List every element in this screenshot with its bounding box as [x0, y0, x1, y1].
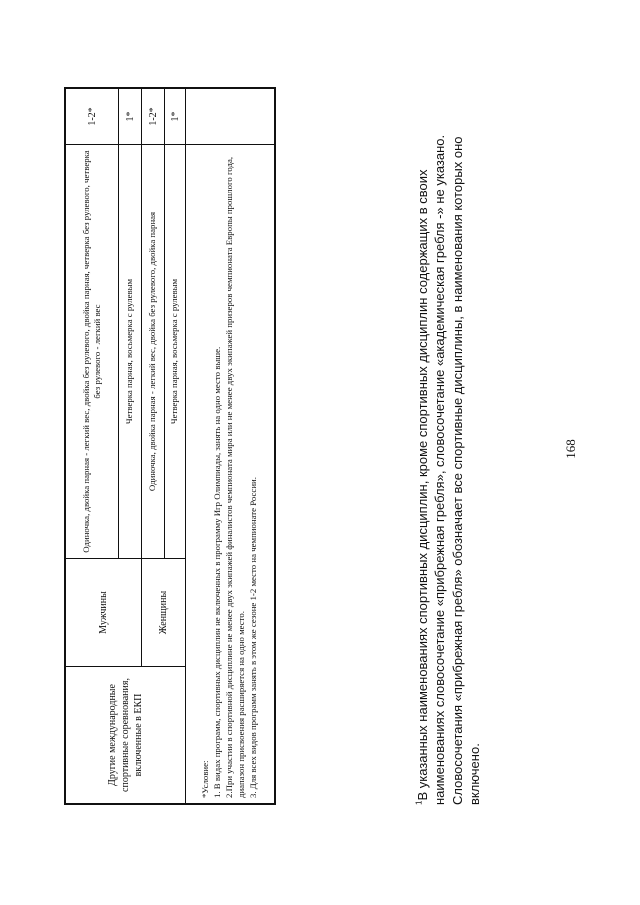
condition-item: 3. Для всех видов программ занять в этом же сезоне 1-2 место на чемпионате России. — [247, 477, 258, 798]
place-cell: 1* — [165, 88, 186, 145]
sex-women-cell: Женщины — [142, 559, 186, 667]
place-cell: 1-2* — [65, 88, 119, 145]
condition-item: 1. В видах программ, спортивных дисциплин не включенных в программу Игр Олимпиады, занять на одно место выше. — [212, 346, 223, 798]
place-cell: 1-2* — [142, 88, 165, 145]
page-number: 168 — [563, 439, 578, 459]
footnote — [414, 85, 484, 805]
conditions-cell — [186, 145, 276, 805]
table-row — [186, 88, 276, 804]
discipline-cell: Одиночка, двойка парная - легкий вес, двойка без рулевого, двойка парная, четверка без рулевого, четверка без рулевого - легкий вес — [65, 145, 119, 559]
sex-men-cell: Мужчины — [65, 559, 142, 667]
footnote-text: В указанных наименованиях спортивных дисциплин, кроме спортивных дисциплин содержащих в своих наименованиях словосочетание «прибрежная гребля», словосочетание «академическая гребля -» не указано. Словосочетания «прибрежная гребля» обозначает все спортивные дисциплины, в наименования которых оно включено. — [415, 134, 483, 805]
discipline-cell: Четверка парная, восьмерка с рулевым — [165, 145, 186, 559]
condition-item: 2.При участии в спортивной дисциплине не менее двух экипажей финалистов чемпионата мира или не менее двух экипажей призеров чемпионата Европы прошлого года, диапазон присвоения расширяется на одно место. — [224, 156, 246, 798]
conditions-heading: *Условие: — [200, 760, 211, 798]
table-row — [65, 88, 119, 804]
rank-requirements-table — [64, 87, 276, 805]
competition-category-cell: Другие международные спортивные соревнования, включенные в ЕКП — [65, 667, 186, 805]
footnote-marker: 1 — [414, 800, 424, 805]
place-cell: 1* — [119, 88, 142, 145]
discipline-cell: Четверка парная, восьмерка с рулевым — [119, 145, 142, 559]
discipline-cell: Одиночка, двойка парная - легкий вес, двойка без рулевого, двойка парная — [142, 145, 165, 559]
